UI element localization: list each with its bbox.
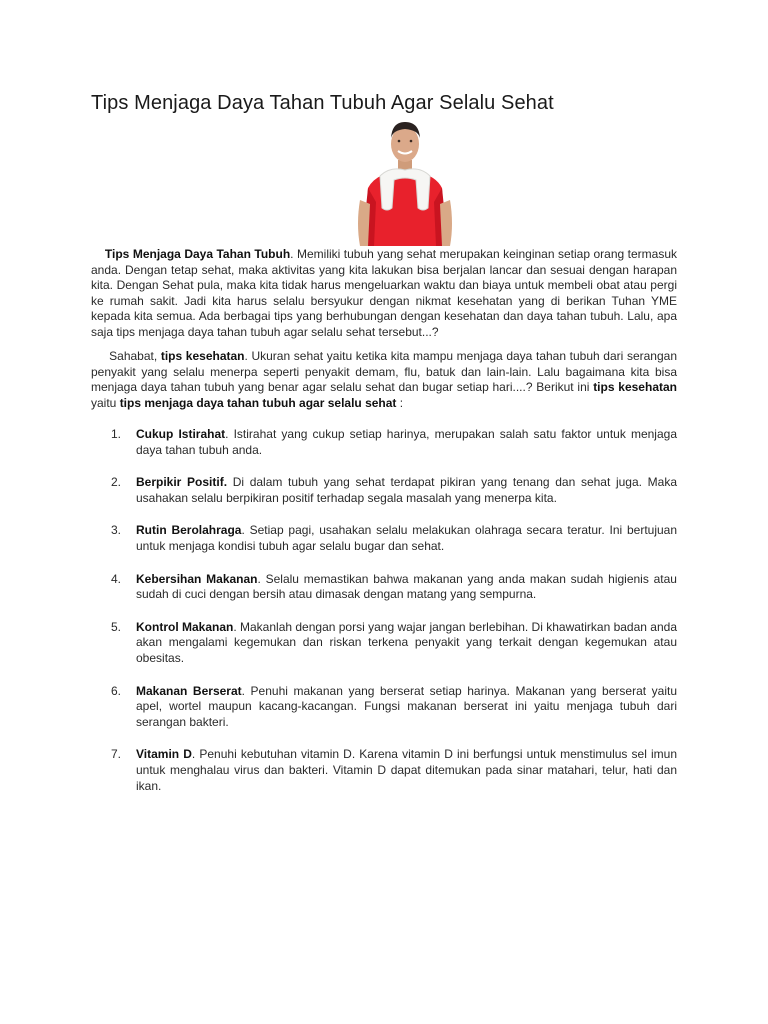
page-title: Tips Menjaga Daya Tahan Tubuh Agar Selalu Sehat — [91, 92, 554, 114]
list-item-title: Vitamin D — [136, 747, 192, 762]
list-item — [91, 747, 677, 794]
second-lead: Sahabat, — [109, 349, 161, 363]
second-text-1: . Ukuran sehat yaitu ketika kita mampu menjaga daya tahan tubuh dari serangan penyakit yang selalu menerpa seperti penyakit demam, flu, batuk dan lain-lain. Lalu bagaimana kita bisa menjaga daya tahan tubuh yang benar agar selalu sehat dan bugar setiap hari....? Berikut ini — [91, 349, 677, 395]
list-number: 3. — [111, 523, 122, 538]
list-item — [91, 684, 677, 731]
list-item-text: . Makanlah dengan porsi yang wajar jangan berlebihan. Di khawatirkan badan anda akan mengalami kegemukan dan riskan terkena penyakit yang terkait dengan kegemukan atau obesitas. — [136, 619, 677, 665]
list-item-text: . Istirahat yang cukup setiap harinya, merupakan salah satu faktor untuk menjaga daya tahan tubuh anda. — [136, 427, 677, 457]
list-item — [91, 475, 677, 506]
second-paragraph — [91, 349, 677, 411]
second-bold-1: tips kesehatan — [160, 349, 245, 363]
list-number: 4. — [111, 571, 122, 586]
intro-text: . Memiliki tubuh yang sehat merupakan keinginan setiap orang termasuk anda. Dengan tetap sehat, maka aktivitas yang kita lakukan bisa berjalan lancar dan sesuai dengan harapan kita. Dengan Sehat pula, maka kita tidak harus mengeluarkan waktu dan biaya untuk membeli obat atau pergi ke rumah sakit. Jadi kita harus selalu bersyukur dengan nikmat kesehatan yang di berikan Tuhan YME kepada kita semua. Ada berbagai tips yang berhubungan dengan kesehatan dan daya tahan tubuh. Lalu, apa saja tips menjaga daya tahan tubuh agar selalu sehat tersebut...? — [91, 247, 677, 339]
second-bold-3: tips menjaga daya tahan tubuh agar selalu sehat — [119, 395, 397, 410]
intro-paragraph — [91, 247, 677, 341]
list-item-title: Makanan Berserat — [136, 683, 242, 698]
list-number: 2. — [111, 475, 122, 490]
list-item-title: Kebersihan Makanan — [136, 571, 258, 586]
list-item-title: Cukup Istirahat — [136, 427, 226, 441]
list-number: 6. — [111, 683, 122, 698]
list-item-text: . Penuhi makanan yang berserat setiap harinya. Makanan yang berserat yaitu apel, wortel maupun kacang-kacangan. Fungsi makanan berserat ini yaitu menjaga tubuh dari serangan bakteri. — [136, 683, 677, 729]
list-item-text: . Selalu memastikan bahwa makanan yang anda makan sudah higienis atau sudah di cuci dengan bersih atau dimasak dengan matang yang sempurna. — [136, 571, 677, 602]
man-with-towel-photo — [330, 118, 480, 246]
list-item-text: . Penuhi kebutuhan vitamin D. Karena vitamin D ini berfungsi untuk menstimulus sel imun untuk menghalau virus dan bakteri. Vitamin D dapat ditemukan pada sinar matahari, telur, hati dan ikan. — [136, 747, 678, 793]
list-item-title: Kontrol Makanan — [136, 619, 234, 634]
second-text-3: : — [396, 395, 404, 410]
list-item — [91, 572, 677, 603]
list-item-text: Di dalam tubuh yang sehat terdapat pikiran yang tenang dan sehat juga. Maka usahakan selalu berpikiran positif terhadap segala masalah yang menerpa kita. — [136, 475, 677, 505]
intro-lead: Tips Menjaga Daya Tahan Tubuh — [104, 247, 291, 261]
list-item — [91, 620, 677, 667]
list-number: 5. — [111, 619, 122, 634]
list-item — [91, 427, 677, 458]
list-item — [91, 523, 677, 554]
list-number: 1. — [111, 427, 122, 441]
tips-list — [91, 427, 677, 794]
second-bold-2: tips kesehatan — [593, 380, 677, 395]
list-item-title: Berpikir Positif. — [136, 475, 228, 490]
list-number: 7. — [111, 747, 122, 762]
list-item-title: Rutin Berolahraga — [136, 523, 242, 538]
list-item-text: . Setiap pagi, usahakan selalu melakukan olahraga secara teratur. Ini bertujuan untuk menjaga kondisi tubuh agar selalu bugar dan sehat. — [136, 523, 678, 553]
second-text-2: yaitu — [91, 395, 120, 410]
